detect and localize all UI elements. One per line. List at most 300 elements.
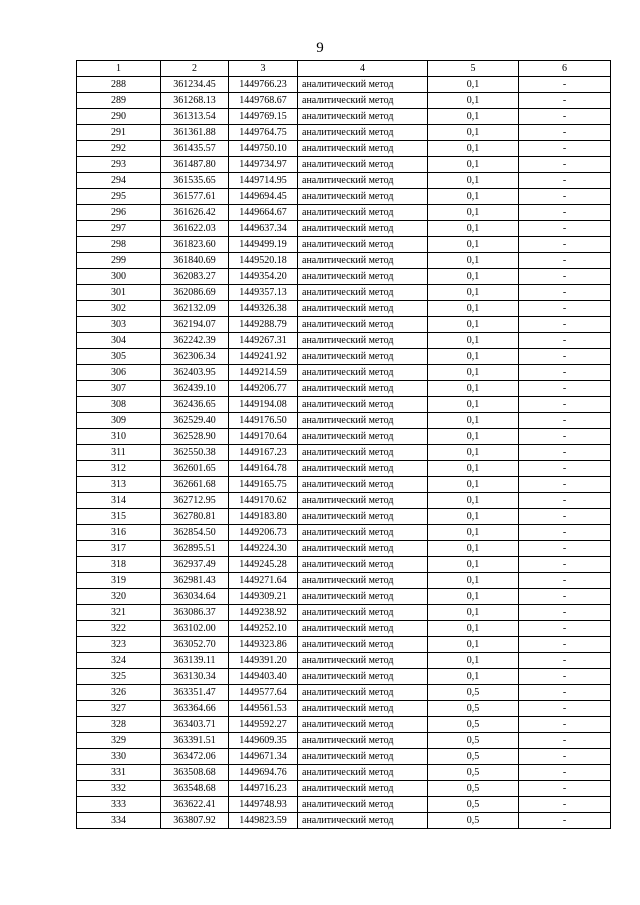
table-row (77, 269, 611, 285)
accuracy-cell: 0,1 (428, 541, 519, 557)
method-cell: аналитический метод (298, 109, 428, 125)
method-cell: аналитический метод (298, 461, 428, 477)
point-number-cell: 316 (77, 525, 161, 541)
x-coordinate-cell: 363086.37 (161, 605, 229, 621)
point-number-cell: 308 (77, 397, 161, 413)
table-row (77, 317, 611, 333)
note-cell: - (519, 141, 611, 157)
table-row (77, 557, 611, 573)
accuracy-cell: 0,1 (428, 301, 519, 317)
method-cell: аналитический метод (298, 237, 428, 253)
method-cell: аналитический метод (298, 285, 428, 301)
x-coordinate-cell: 362436.65 (161, 397, 229, 413)
method-cell: аналитический метод (298, 669, 428, 685)
x-coordinate-cell: 361840.69 (161, 253, 229, 269)
y-coordinate-cell: 1449267.31 (229, 333, 298, 349)
method-cell: аналитический метод (298, 141, 428, 157)
x-coordinate-cell: 361268.13 (161, 93, 229, 109)
x-coordinate-cell: 363034.64 (161, 589, 229, 605)
table-row (77, 749, 611, 765)
table-row (77, 701, 611, 717)
note-cell: - (519, 173, 611, 189)
note-cell: - (519, 269, 611, 285)
y-coordinate-cell: 1449766.23 (229, 77, 298, 93)
method-cell: аналитический метод (298, 589, 428, 605)
y-coordinate-cell: 1449637.34 (229, 221, 298, 237)
point-number-cell: 326 (77, 685, 161, 701)
point-number-cell: 329 (77, 733, 161, 749)
point-number-cell: 296 (77, 205, 161, 221)
accuracy-cell: 0,1 (428, 317, 519, 333)
x-coordinate-cell: 362712.95 (161, 493, 229, 509)
method-cell: аналитический метод (298, 333, 428, 349)
method-cell: аналитический метод (298, 685, 428, 701)
accuracy-cell: 0,5 (428, 701, 519, 717)
method-cell: аналитический метод (298, 93, 428, 109)
method-cell: аналитический метод (298, 189, 428, 205)
note-cell: - (519, 813, 611, 829)
accuracy-cell: 0,1 (428, 653, 519, 669)
x-coordinate-cell: 361823.60 (161, 237, 229, 253)
table-body (77, 77, 611, 829)
point-number-cell: 306 (77, 365, 161, 381)
table-row (77, 77, 611, 93)
x-coordinate-cell: 362780.81 (161, 509, 229, 525)
note-cell: - (519, 509, 611, 525)
page-number: 9 (316, 40, 324, 56)
y-coordinate-cell: 1449520.18 (229, 253, 298, 269)
table-row (77, 621, 611, 637)
x-coordinate-cell: 362895.51 (161, 541, 229, 557)
y-coordinate-cell: 1449714.95 (229, 173, 298, 189)
x-coordinate-cell: 362981.43 (161, 573, 229, 589)
x-coordinate-cell: 363403.71 (161, 717, 229, 733)
accuracy-cell: 0,1 (428, 637, 519, 653)
point-number-cell: 299 (77, 253, 161, 269)
x-coordinate-cell: 363472.06 (161, 749, 229, 765)
accuracy-cell: 0,1 (428, 141, 519, 157)
y-coordinate-cell: 1449499.19 (229, 237, 298, 253)
method-cell: аналитический метод (298, 749, 428, 765)
y-coordinate-cell: 1449577.64 (229, 685, 298, 701)
note-cell: - (519, 285, 611, 301)
method-cell: аналитический метод (298, 125, 428, 141)
point-number-cell: 297 (77, 221, 161, 237)
point-number-cell: 318 (77, 557, 161, 573)
column-header: 1 (77, 61, 161, 77)
method-cell: аналитический метод (298, 381, 428, 397)
x-coordinate-cell: 363351.47 (161, 685, 229, 701)
accuracy-cell: 0,1 (428, 93, 519, 109)
table-row (77, 93, 611, 109)
point-number-cell: 320 (77, 589, 161, 605)
point-number-cell: 333 (77, 797, 161, 813)
method-cell: аналитический метод (298, 573, 428, 589)
x-coordinate-cell: 362937.49 (161, 557, 229, 573)
note-cell: - (519, 237, 611, 253)
accuracy-cell: 0,1 (428, 397, 519, 413)
column-header: 6 (519, 61, 611, 77)
accuracy-cell: 0,1 (428, 445, 519, 461)
point-number-cell: 290 (77, 109, 161, 125)
table-row (77, 493, 611, 509)
note-cell: - (519, 413, 611, 429)
accuracy-cell: 0,5 (428, 733, 519, 749)
table-row (77, 333, 611, 349)
method-cell: аналитический метод (298, 765, 428, 781)
method-cell: аналитический метод (298, 317, 428, 333)
table-row (77, 813, 611, 829)
accuracy-cell: 0,1 (428, 413, 519, 429)
x-coordinate-cell: 363130.34 (161, 669, 229, 685)
accuracy-cell: 0,1 (428, 461, 519, 477)
point-number-cell: 312 (77, 461, 161, 477)
point-number-cell: 293 (77, 157, 161, 173)
y-coordinate-cell: 1449403.40 (229, 669, 298, 685)
accuracy-cell: 0,1 (428, 173, 519, 189)
table-row (77, 413, 611, 429)
y-coordinate-cell: 1449734.97 (229, 157, 298, 173)
y-coordinate-cell: 1449214.59 (229, 365, 298, 381)
x-coordinate-cell: 361626.42 (161, 205, 229, 221)
accuracy-cell: 0,1 (428, 109, 519, 125)
point-number-cell: 330 (77, 749, 161, 765)
x-coordinate-cell: 362550.38 (161, 445, 229, 461)
column-header: 5 (428, 61, 519, 77)
point-number-cell: 322 (77, 621, 161, 637)
accuracy-cell: 0,1 (428, 205, 519, 221)
table-row (77, 733, 611, 749)
y-coordinate-cell: 1449176.50 (229, 413, 298, 429)
accuracy-cell: 0,1 (428, 525, 519, 541)
accuracy-cell: 0,1 (428, 125, 519, 141)
x-coordinate-cell: 362194.07 (161, 317, 229, 333)
y-coordinate-cell: 1449206.73 (229, 525, 298, 541)
method-cell: аналитический метод (298, 621, 428, 637)
y-coordinate-cell: 1449716.23 (229, 781, 298, 797)
note-cell: - (519, 333, 611, 349)
point-number-cell: 324 (77, 653, 161, 669)
accuracy-cell: 0,1 (428, 589, 519, 605)
y-coordinate-cell: 1449664.67 (229, 205, 298, 221)
table-row (77, 141, 611, 157)
column-header: 4 (298, 61, 428, 77)
table-row (77, 253, 611, 269)
note-cell: - (519, 525, 611, 541)
note-cell: - (519, 77, 611, 93)
y-coordinate-cell: 1449224.30 (229, 541, 298, 557)
x-coordinate-cell: 361435.57 (161, 141, 229, 157)
method-cell: аналитический метод (298, 493, 428, 509)
table-row (77, 109, 611, 125)
table-row (77, 653, 611, 669)
table-row (77, 509, 611, 525)
table-row (77, 349, 611, 365)
method-cell: аналитический метод (298, 253, 428, 269)
point-number-cell: 294 (77, 173, 161, 189)
point-number-cell: 332 (77, 781, 161, 797)
method-cell: аналитический метод (298, 397, 428, 413)
accuracy-cell: 0,1 (428, 365, 519, 381)
accuracy-cell: 0,1 (428, 429, 519, 445)
x-coordinate-cell: 363548.68 (161, 781, 229, 797)
y-coordinate-cell: 1449609.35 (229, 733, 298, 749)
table-row (77, 237, 611, 253)
coordinates-table (76, 60, 611, 829)
table-row (77, 669, 611, 685)
note-cell: - (519, 189, 611, 205)
accuracy-cell: 0,1 (428, 221, 519, 237)
y-coordinate-cell: 1449671.34 (229, 749, 298, 765)
note-cell: - (519, 205, 611, 221)
y-coordinate-cell: 1449194.08 (229, 397, 298, 413)
method-cell: аналитический метод (298, 477, 428, 493)
x-coordinate-cell: 362528.90 (161, 429, 229, 445)
y-coordinate-cell: 1449768.67 (229, 93, 298, 109)
accuracy-cell: 0,1 (428, 349, 519, 365)
note-cell: - (519, 445, 611, 461)
note-cell: - (519, 717, 611, 733)
accuracy-cell: 0,1 (428, 557, 519, 573)
table-row (77, 781, 611, 797)
point-number-cell: 319 (77, 573, 161, 589)
note-cell: - (519, 301, 611, 317)
accuracy-cell: 0,1 (428, 253, 519, 269)
y-coordinate-cell: 1449592.27 (229, 717, 298, 733)
point-number-cell: 288 (77, 77, 161, 93)
note-cell: - (519, 765, 611, 781)
note-cell: - (519, 701, 611, 717)
x-coordinate-cell: 363807.92 (161, 813, 229, 829)
point-number-cell: 313 (77, 477, 161, 493)
x-coordinate-cell: 362529.40 (161, 413, 229, 429)
table-row (77, 445, 611, 461)
y-coordinate-cell: 1449271.64 (229, 573, 298, 589)
method-cell: аналитический метод (298, 813, 428, 829)
y-coordinate-cell: 1449357.13 (229, 285, 298, 301)
table-row (77, 157, 611, 173)
accuracy-cell: 0,1 (428, 573, 519, 589)
method-cell: аналитический метод (298, 269, 428, 285)
point-number-cell: 315 (77, 509, 161, 525)
table-row (77, 637, 611, 653)
accuracy-cell: 0,5 (428, 781, 519, 797)
point-number-cell: 321 (77, 605, 161, 621)
table-row (77, 605, 611, 621)
accuracy-cell: 0,5 (428, 685, 519, 701)
x-coordinate-cell: 361313.54 (161, 109, 229, 125)
x-coordinate-cell: 361622.03 (161, 221, 229, 237)
x-coordinate-cell: 362083.27 (161, 269, 229, 285)
note-cell: - (519, 685, 611, 701)
method-cell: аналитический метод (298, 349, 428, 365)
y-coordinate-cell: 1449170.62 (229, 493, 298, 509)
table-row (77, 381, 611, 397)
table-row (77, 189, 611, 205)
note-cell: - (519, 637, 611, 653)
method-cell: аналитический метод (298, 413, 428, 429)
table-row (77, 541, 611, 557)
accuracy-cell: 0,1 (428, 493, 519, 509)
point-number-cell: 303 (77, 317, 161, 333)
accuracy-cell: 0,5 (428, 797, 519, 813)
accuracy-cell: 0,1 (428, 157, 519, 173)
note-cell: - (519, 125, 611, 141)
method-cell: аналитический метод (298, 557, 428, 573)
x-coordinate-cell: 363622.41 (161, 797, 229, 813)
x-coordinate-cell: 363139.11 (161, 653, 229, 669)
y-coordinate-cell: 1449354.20 (229, 269, 298, 285)
x-coordinate-cell: 361577.61 (161, 189, 229, 205)
y-coordinate-cell: 1449823.59 (229, 813, 298, 829)
method-cell: аналитический метод (298, 797, 428, 813)
method-cell: аналитический метод (298, 781, 428, 797)
accuracy-cell: 0,1 (428, 621, 519, 637)
note-cell: - (519, 317, 611, 333)
x-coordinate-cell: 362854.50 (161, 525, 229, 541)
x-coordinate-cell: 361535.65 (161, 173, 229, 189)
y-coordinate-cell: 1449245.28 (229, 557, 298, 573)
x-coordinate-cell: 361234.45 (161, 77, 229, 93)
method-cell: аналитический метод (298, 733, 428, 749)
note-cell: - (519, 797, 611, 813)
accuracy-cell: 0,5 (428, 717, 519, 733)
accuracy-cell: 0,1 (428, 381, 519, 397)
note-cell: - (519, 541, 611, 557)
y-coordinate-cell: 1449694.76 (229, 765, 298, 781)
table-header-row (77, 61, 611, 77)
y-coordinate-cell: 1449252.10 (229, 621, 298, 637)
note-cell: - (519, 349, 611, 365)
table-row (77, 685, 611, 701)
y-coordinate-cell: 1449288.79 (229, 317, 298, 333)
note-cell: - (519, 381, 611, 397)
point-number-cell: 298 (77, 237, 161, 253)
accuracy-cell: 0,5 (428, 765, 519, 781)
y-coordinate-cell: 1449694.45 (229, 189, 298, 205)
x-coordinate-cell: 362086.69 (161, 285, 229, 301)
table-row (77, 717, 611, 733)
table-row (77, 365, 611, 381)
y-coordinate-cell: 1449391.20 (229, 653, 298, 669)
note-cell: - (519, 429, 611, 445)
note-cell: - (519, 621, 611, 637)
table-row (77, 173, 611, 189)
x-coordinate-cell: 363102.00 (161, 621, 229, 637)
point-number-cell: 334 (77, 813, 161, 829)
method-cell: аналитический метод (298, 637, 428, 653)
note-cell: - (519, 157, 611, 173)
table-row (77, 461, 611, 477)
table-row (77, 797, 611, 813)
note-cell: - (519, 669, 611, 685)
method-cell: аналитический метод (298, 701, 428, 717)
point-number-cell: 304 (77, 333, 161, 349)
point-number-cell: 301 (77, 285, 161, 301)
note-cell: - (519, 493, 611, 509)
point-number-cell: 289 (77, 93, 161, 109)
accuracy-cell: 0,1 (428, 477, 519, 493)
point-number-cell: 300 (77, 269, 161, 285)
note-cell: - (519, 477, 611, 493)
x-coordinate-cell: 361361.88 (161, 125, 229, 141)
note-cell: - (519, 781, 611, 797)
point-number-cell: 327 (77, 701, 161, 717)
note-cell: - (519, 589, 611, 605)
method-cell: аналитический метод (298, 653, 428, 669)
y-coordinate-cell: 1449238.92 (229, 605, 298, 621)
y-coordinate-cell: 1449164.78 (229, 461, 298, 477)
method-cell: аналитический метод (298, 157, 428, 173)
x-coordinate-cell: 361487.80 (161, 157, 229, 173)
accuracy-cell: 0,1 (428, 269, 519, 285)
note-cell: - (519, 253, 611, 269)
x-coordinate-cell: 362306.34 (161, 349, 229, 365)
table-row (77, 429, 611, 445)
y-coordinate-cell: 1449165.75 (229, 477, 298, 493)
point-number-cell: 314 (77, 493, 161, 509)
note-cell: - (519, 221, 611, 237)
x-coordinate-cell: 362439.10 (161, 381, 229, 397)
y-coordinate-cell: 1449241.92 (229, 349, 298, 365)
accuracy-cell: 0,1 (428, 669, 519, 685)
method-cell: аналитический метод (298, 605, 428, 621)
point-number-cell: 307 (77, 381, 161, 397)
x-coordinate-cell: 362661.68 (161, 477, 229, 493)
x-coordinate-cell: 362601.65 (161, 461, 229, 477)
point-number-cell: 323 (77, 637, 161, 653)
column-header: 3 (229, 61, 298, 77)
x-coordinate-cell: 362132.09 (161, 301, 229, 317)
point-number-cell: 331 (77, 765, 161, 781)
x-coordinate-cell: 362242.39 (161, 333, 229, 349)
y-coordinate-cell: 1449561.53 (229, 701, 298, 717)
table-row (77, 765, 611, 781)
table-row (77, 301, 611, 317)
point-number-cell: 309 (77, 413, 161, 429)
table-row (77, 125, 611, 141)
method-cell: аналитический метод (298, 717, 428, 733)
point-number-cell: 292 (77, 141, 161, 157)
note-cell: - (519, 653, 611, 669)
method-cell: аналитический метод (298, 429, 428, 445)
x-coordinate-cell: 363052.70 (161, 637, 229, 653)
y-coordinate-cell: 1449167.23 (229, 445, 298, 461)
x-coordinate-cell: 363508.68 (161, 765, 229, 781)
column-header: 2 (161, 61, 229, 77)
note-cell: - (519, 605, 611, 621)
method-cell: аналитический метод (298, 205, 428, 221)
y-coordinate-cell: 1449750.10 (229, 141, 298, 157)
method-cell: аналитический метод (298, 509, 428, 525)
method-cell: аналитический метод (298, 173, 428, 189)
point-number-cell: 325 (77, 669, 161, 685)
y-coordinate-cell: 1449748.93 (229, 797, 298, 813)
table-row (77, 397, 611, 413)
table-row (77, 205, 611, 221)
note-cell: - (519, 93, 611, 109)
note-cell: - (519, 733, 611, 749)
x-coordinate-cell: 362403.95 (161, 365, 229, 381)
note-cell: - (519, 109, 611, 125)
method-cell: аналитический метод (298, 365, 428, 381)
y-coordinate-cell: 1449769.15 (229, 109, 298, 125)
note-cell: - (519, 573, 611, 589)
method-cell: аналитический метод (298, 301, 428, 317)
method-cell: аналитический метод (298, 541, 428, 557)
table-row (77, 589, 611, 605)
x-coordinate-cell: 363391.51 (161, 733, 229, 749)
